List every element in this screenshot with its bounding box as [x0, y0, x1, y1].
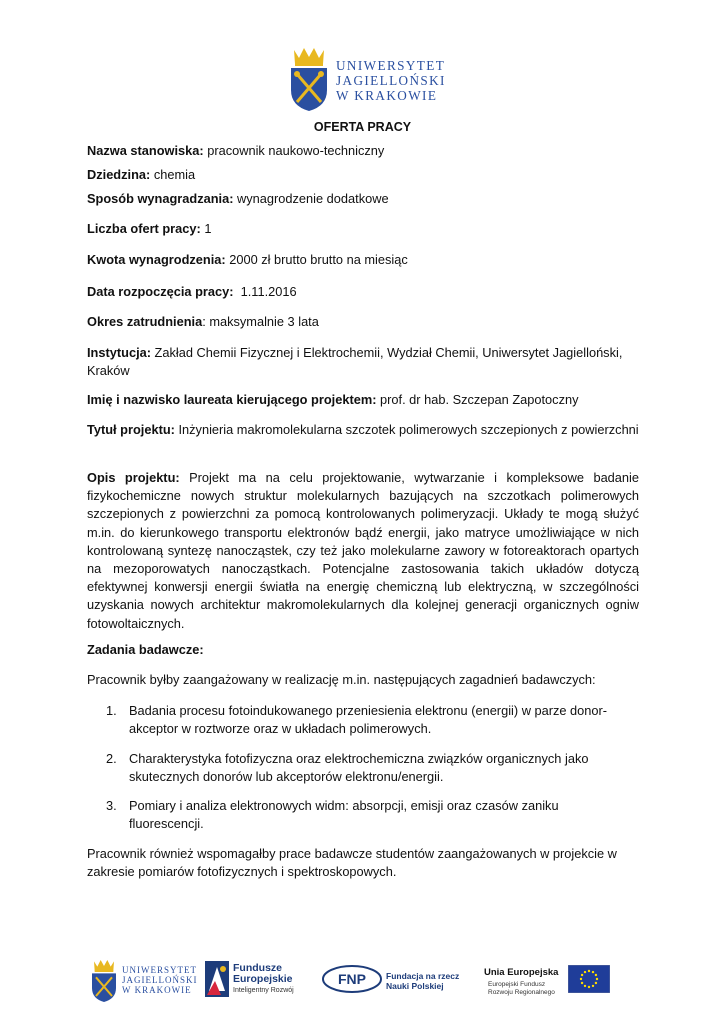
eu-flag-icon [568, 965, 610, 993]
field-value: wynagrodzenie dodatkowe [233, 191, 389, 206]
field-wynagradzanie [87, 190, 639, 208]
logo-line-3: W KRAKOWIE [336, 88, 438, 103]
field-label: Data rozpoczęcia pracy: [87, 284, 234, 299]
task-number: 2. [106, 751, 117, 766]
field-label: Liczba ofert pracy: [87, 221, 201, 236]
field-stanowisko [87, 142, 639, 160]
fnp-line-2: Nauki Polskiej [386, 981, 444, 991]
zadania-heading-text: Zadania badawcze: [87, 642, 204, 657]
fe-title-2: Europejskie [233, 973, 293, 985]
zadania-closing: Pracownik również wspomagałby prace badawcze studentów zaangażowanych w projekcie w zakresie pomiarów fotofizycznych i spektroskopowych. [87, 846, 617, 879]
field-label: Kwota wynagrodzenia: [87, 252, 226, 267]
field-kwota [87, 251, 639, 269]
eu-star-icon [592, 971, 594, 973]
footer-fundusze-logo [205, 955, 305, 1015]
task-number: 3. [106, 798, 117, 813]
field-label: Nazwa stanowiska: [87, 143, 204, 158]
field-value: Projekt ma na celu projektowanie, wytwarzanie i kompleksowe badanie fizykochemiczne nowych struktur molekularnych bazujących na szczotkach polimerowych szczepionych z powierzchni za pomocą kontrolowanych polimeryzacji. Układy te mogą służyć m.in. do kierunkowego transportu elektronów bądź energii, jako matryce umożliwiające w nich kontrolowaną syntezę nanocząstek, czy też jako molekularne zawory w fotoreaktorach opartych na mezoporowatych nanocząstkach. Potencjalne zastosowania takich układów dotyczą efektywnej konwersji energii światła na energię chemiczną lub elektryczną, w szczególności uzyskania nowych architektur makromolekularnych dla kolejnej generacji organicznych ogniw fotowoltaicznych. [87, 470, 639, 631]
fnp-logo-text: FNP [338, 971, 366, 987]
eu-title: Unia Europejska [484, 967, 559, 978]
field-label: Opis projektu: [87, 470, 180, 485]
eu-sub-2: Rozwoju Regionalnego [488, 989, 555, 996]
field-liczba [87, 220, 639, 238]
logo-line-2: JAGIELLOŃSKI [336, 73, 446, 88]
footer-uj-line-1: UNIWERSYTET [122, 965, 197, 975]
task-text: Charakterystyka fotofizyczna oraz elektrochemiczna związków organicznych jako skutecznych donorów lub akceptorów elektronu/energii. [129, 751, 589, 784]
eu-star-icon [581, 974, 583, 976]
field-value: prof. dr hab. Szczepan Zapotoczny [376, 392, 579, 407]
field-laureat [87, 391, 639, 409]
eu-star-icon [596, 978, 598, 980]
field-dziedzina [87, 166, 639, 184]
field-label: Sposób wynagradzania: [87, 191, 234, 206]
logo-line-1: UNIWERSYTET [336, 58, 446, 73]
footer-uj-line-2: JAGIELLOŃSKI [122, 975, 198, 985]
footer-uj-line-3: W KRAKOWIE [122, 985, 192, 995]
field-label: Imię i nazwisko laureata kierującego projektem: [87, 392, 377, 407]
eu-star-icon [592, 985, 594, 987]
field-value: 1 [200, 221, 212, 236]
fe-title-1: Fundusze [233, 962, 282, 974]
field-tytul [87, 421, 639, 439]
zadania-heading [87, 641, 639, 659]
university-crest-icon [90, 957, 118, 1003]
fnp-logo-icon [322, 965, 382, 993]
task-text: Pomiary i analiza elektronowych widm: absorpcji, emisji oraz czasów zaniku fluorescencji. [129, 798, 559, 831]
field-value: : maksymalnie 3 lata [202, 314, 319, 329]
field-instytucja [87, 344, 639, 380]
eu-star-icon [580, 978, 582, 980]
eu-star-icon [588, 986, 590, 988]
page-title: OFERTA PRACY [313, 120, 412, 134]
field-data [87, 283, 639, 301]
eu-star-icon [595, 974, 597, 976]
fundusze-europejskie-icon [205, 961, 229, 997]
university-crest-icon [288, 44, 330, 112]
eu-sub-1: Europejski Fundusz [488, 981, 546, 988]
footer-uj-logo [90, 955, 200, 1015]
field-value: Zakład Chemii Fizycznej i Elektrochemii, Wydział Chemii, Uniwersytet Jagielloński, Kraków [87, 345, 623, 378]
task-number: 1. [106, 703, 117, 718]
eu-star-icon [584, 971, 586, 973]
task-text: Badania procesu fotoindukowanego przeniesienia elektronu (energii) w parze donor-akceptor w roztworze oraz w układach polimerowych. [129, 703, 608, 736]
field-value: chemia [150, 167, 196, 182]
eu-star-icon [588, 970, 590, 972]
field-value: Inżynieria makromolekularna szczotek polimerowych szczepionych z powierzchni [174, 422, 639, 437]
footer-fnp-logo [322, 955, 467, 1015]
field-label: Dziedzina: [87, 167, 151, 182]
zadania-intro: Pracownik byłby zaangażowany w realizację m.in. następujących zagadnień badawczych: [87, 672, 596, 687]
fnp-line-1: Fundacja na rzecz [386, 971, 460, 981]
university-logo [288, 44, 448, 112]
eu-star-icon [595, 982, 597, 984]
field-label: Tytuł projektu: [87, 422, 175, 437]
field-okres [87, 313, 639, 331]
field-value: pracownik naukowo-techniczny [203, 143, 385, 158]
eu-star-icon [584, 985, 586, 987]
field-label: Instytucja: [87, 345, 151, 360]
eu-star-icon [581, 982, 583, 984]
field-value: 2000 zł brutto brutto na miesiąc [225, 252, 408, 267]
fe-subtitle: Inteligentny Rozwój [233, 987, 294, 994]
field-label: Okres zatrudnienia [87, 314, 203, 329]
footer-eu-logo [484, 955, 616, 1015]
field-opis [87, 469, 639, 633]
field-value: 1.11.2016 [233, 284, 297, 299]
